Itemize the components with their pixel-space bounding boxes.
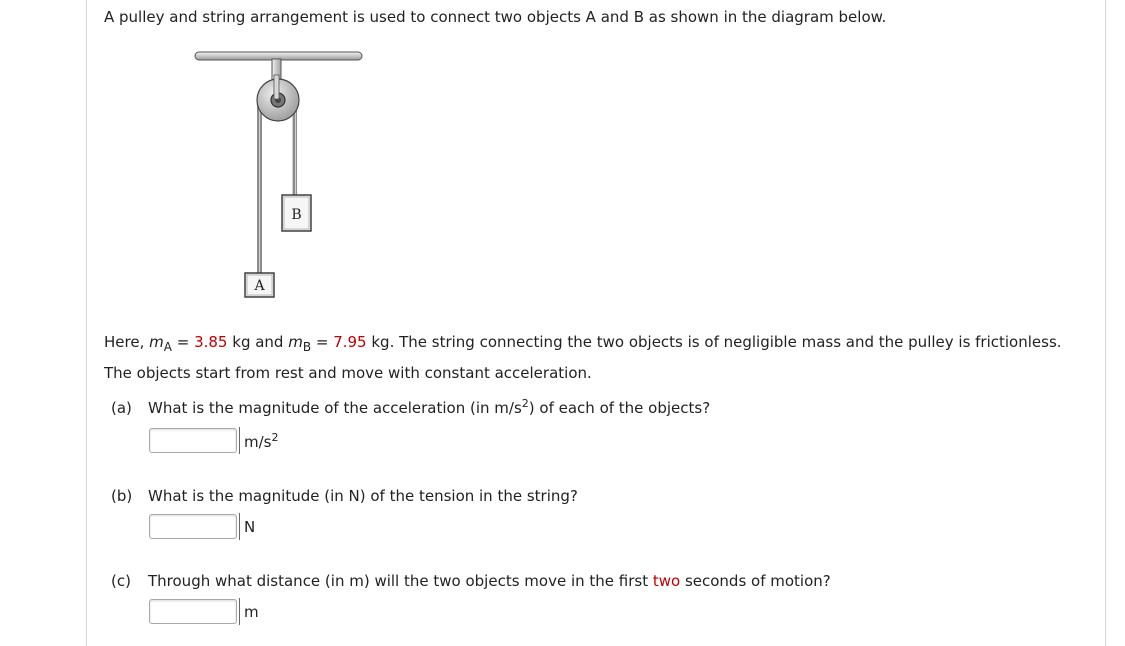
answer-b-unit: N [244, 517, 256, 536]
question-b: (b) What is the magnitude (in N) of the tension in the string? [111, 487, 578, 505]
answer-c-row [149, 598, 259, 625]
answer-a-unit: $m/s^2$ [244, 430, 279, 451]
answer-a-row [149, 427, 278, 454]
mass-a-value: 3.85 [194, 333, 228, 351]
question-a: (a) What is the magnitude of the acceleration (in $m/s^2$) of each of the objects? [111, 397, 711, 417]
content-frame-left-border [86, 0, 87, 646]
given-values: Here, $m_A = 3.85$ kg and $m_B = 7.95$ kg. The string connecting the two objects is of negligible mass and the pulley is frictionless. The objects start from rest and move with constant acceleration. [104, 333, 1062, 382]
part-a-label: (a) [111, 399, 132, 417]
problem-intro: A pulley and string arrangement is used to connect two objects A and B as shown in the diagram below. [104, 8, 887, 26]
question-c: (c) Through what distance (in m) will the two objects move in the first two seconds of motion? [111, 572, 831, 590]
mass-a-symbol: m [149, 333, 164, 351]
answer-b-row [149, 513, 255, 540]
answer-c-input[interactable] [149, 599, 237, 624]
content-frame-right-border [1105, 0, 1106, 646]
mass-b-value: 7.95 [333, 333, 367, 351]
block-a-label: A [254, 278, 265, 294]
part-b-label: (b) [111, 487, 133, 505]
given-line-2: The objects start from rest and move with constant acceleration. [104, 364, 592, 382]
highlight-two: two [652, 572, 681, 590]
answer-c-unit: m [244, 602, 259, 621]
rope-a [257, 97, 262, 277]
block-b-label: B [291, 207, 302, 223]
part-c-label: (c) [111, 572, 131, 590]
answer-a-input[interactable] [149, 428, 237, 453]
answer-b-input[interactable] [149, 514, 237, 539]
pulley-diagram [190, 45, 370, 305]
mass-b-symbol: m [288, 333, 303, 351]
